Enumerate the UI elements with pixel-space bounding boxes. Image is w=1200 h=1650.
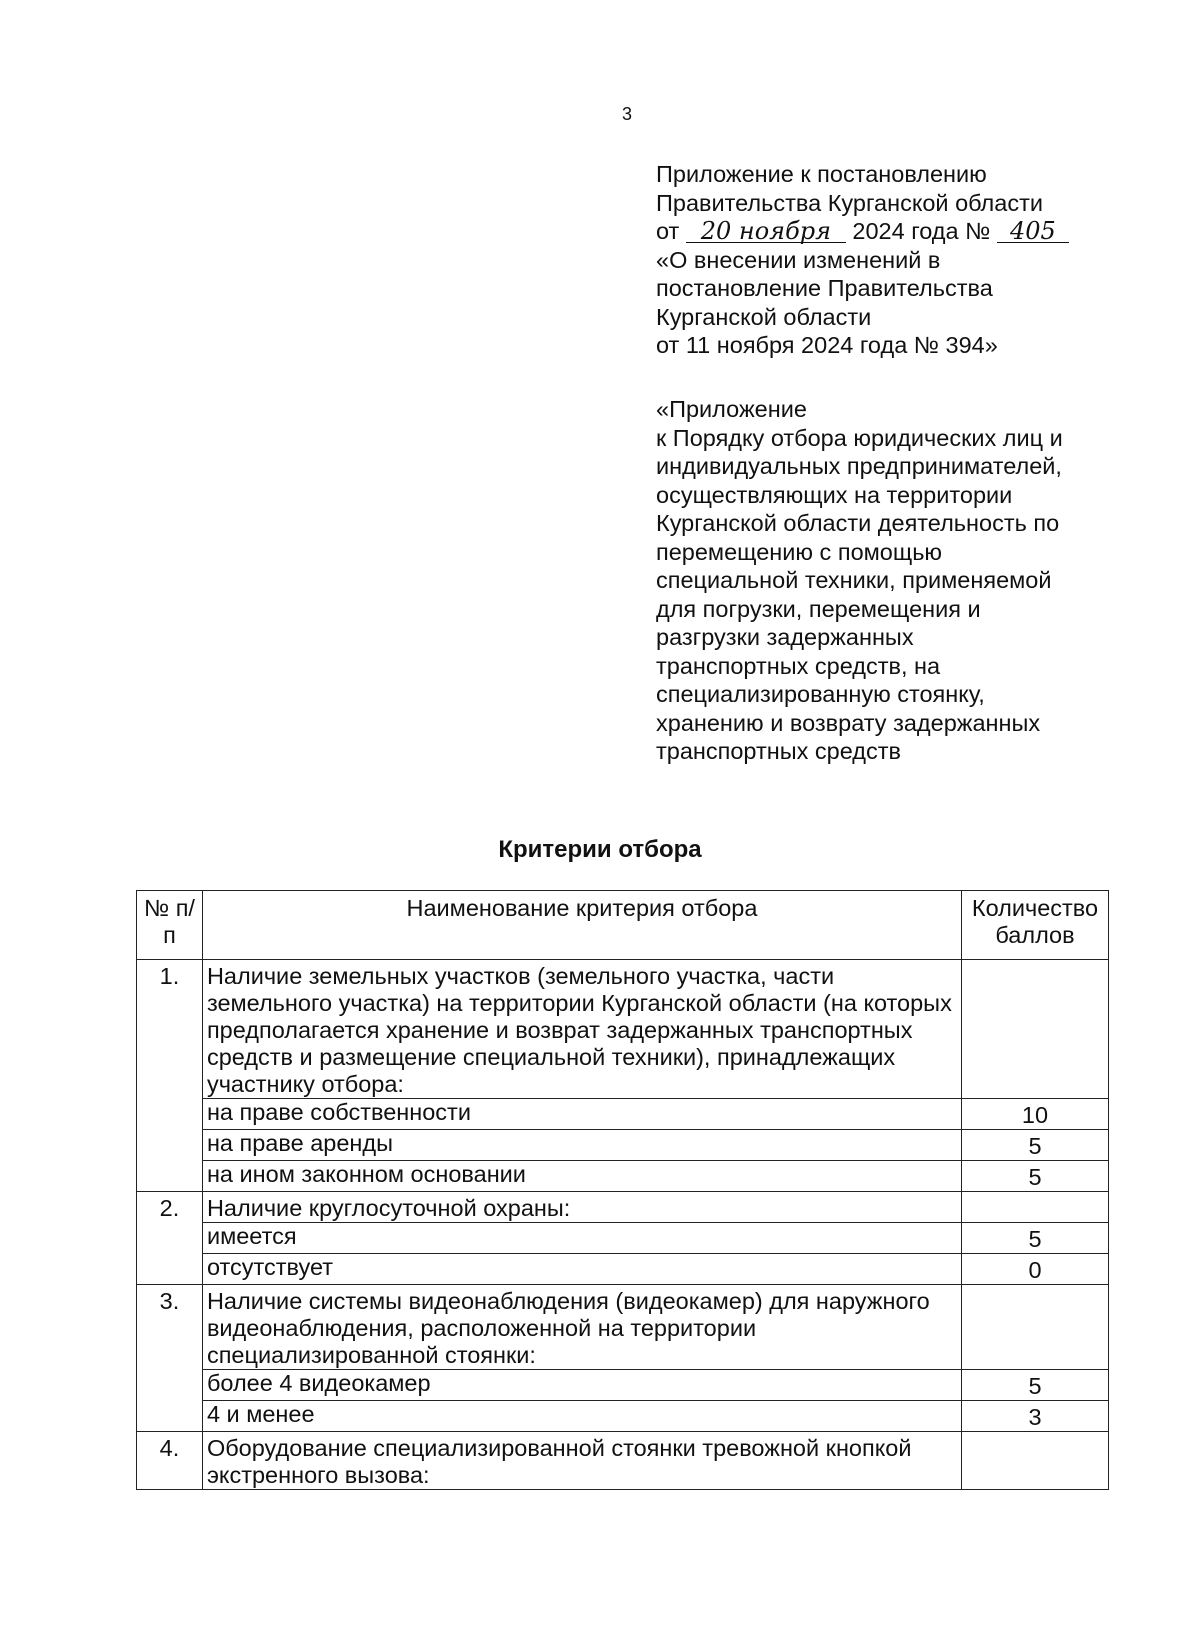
option-label: на праве собственности [202, 1099, 961, 1130]
option-label: на праве аренды [202, 1130, 961, 1161]
appendix-date-line [656, 217, 1156, 246]
criterion-name: Наличие системы видеонаблюдения (видеокамер) для наружного видеонаблюдения, расположенной на территории специализированной стоянки: [202, 1285, 961, 1370]
table-row [137, 1401, 1109, 1432]
criterion-points-empty [962, 1285, 1109, 1370]
option-label: более 4 видеокамер [202, 1370, 961, 1401]
order-line: хранению и возврату задержанных [656, 709, 1041, 736]
table-header-row [137, 891, 1109, 960]
page-number: 3 [622, 104, 633, 124]
handwritten-number: 405 [997, 220, 1069, 243]
order-line: для погрузки, перемещения и [656, 595, 981, 622]
table-row [137, 1370, 1109, 1401]
criterion-points-empty [962, 1192, 1109, 1223]
order-line: индивидуальных предпринимателей, [656, 453, 1062, 479]
option-points: 5 [962, 1161, 1109, 1192]
table-row [137, 1130, 1109, 1161]
order-line: транспортных средств [656, 738, 901, 764]
option-label: имеется [202, 1223, 961, 1254]
option-points: 5 [962, 1223, 1109, 1254]
appendix-line: постановление Правительства [656, 275, 993, 301]
order-line: к Порядку отбора юридических лиц и [656, 424, 1063, 451]
criterion-name: Оборудование специализированной стоянки тревожной кнопкой экстренного вызова: [202, 1432, 961, 1490]
header-num: № п/п [137, 891, 203, 960]
section-title: Критерии отбора [498, 836, 702, 863]
appendix-line: Приложение к постановлению [656, 161, 987, 187]
header-name: Наименование критерия отбора [202, 891, 961, 960]
header-points: Количество баллов [962, 891, 1109, 960]
table-row [137, 1192, 1109, 1223]
option-label: на ином законном основании [202, 1161, 961, 1192]
criterion-number: 4. [137, 1432, 203, 1490]
option-label: 4 и менее [202, 1401, 961, 1432]
criterion-number: 2. [137, 1192, 203, 1285]
criterion-number: 3. [137, 1285, 203, 1432]
table-row [137, 1161, 1109, 1192]
handwritten-date: 20 ноября [686, 220, 846, 243]
appendix-line: от 11 ноября 2024 года № 394» [656, 332, 998, 358]
criterion-number: 1. [137, 960, 203, 1192]
criterion-name: Наличие круглосуточной охраны: [202, 1192, 961, 1223]
table-row [137, 1432, 1109, 1490]
table-row [137, 1223, 1109, 1254]
order-line: Курганской области деятельность по [656, 510, 1060, 536]
order-appendix [656, 395, 1156, 766]
appendix-line: Курганской области [656, 303, 872, 330]
table-row [137, 1099, 1109, 1130]
option-points: 3 [962, 1401, 1109, 1432]
criterion-points-empty [962, 960, 1109, 1099]
appendix-line: «О внесении изменений в [656, 246, 941, 273]
order-line: «Приложение [656, 396, 807, 422]
year-text: 2024 года № [852, 218, 991, 244]
order-line: перемещению с помощью [656, 538, 943, 565]
criterion-points-empty [962, 1432, 1109, 1490]
appendix-line: Правительства Курганской области [656, 189, 1043, 216]
option-points: 0 [962, 1254, 1109, 1285]
option-points: 5 [962, 1370, 1109, 1401]
table-row [137, 960, 1109, 1099]
order-line: разгрузки задержанных [656, 624, 914, 650]
date-prefix: от [656, 218, 680, 244]
option-label: отсутствует [202, 1254, 961, 1285]
order-line: транспортных средств, на [656, 652, 941, 679]
criteria-table [136, 890, 1109, 1490]
table-row [137, 1254, 1109, 1285]
order-line: специализированную стоянку, [656, 681, 985, 707]
criterion-name: Наличие земельных участков (земельного участка, части земельного участка) на территории Курганской области (на которых предполагается хранение и возврат задержанных транспортных средств и размещение специальной техники), принадлежащих участнику отбора: [202, 960, 961, 1099]
table-row [137, 1285, 1109, 1370]
appendix-header [656, 160, 1156, 360]
option-points: 5 [962, 1130, 1109, 1161]
option-points: 10 [962, 1099, 1109, 1130]
order-line: осуществляющих на территории [656, 481, 1013, 508]
order-line: специальной техники, применяемой [656, 567, 1052, 593]
